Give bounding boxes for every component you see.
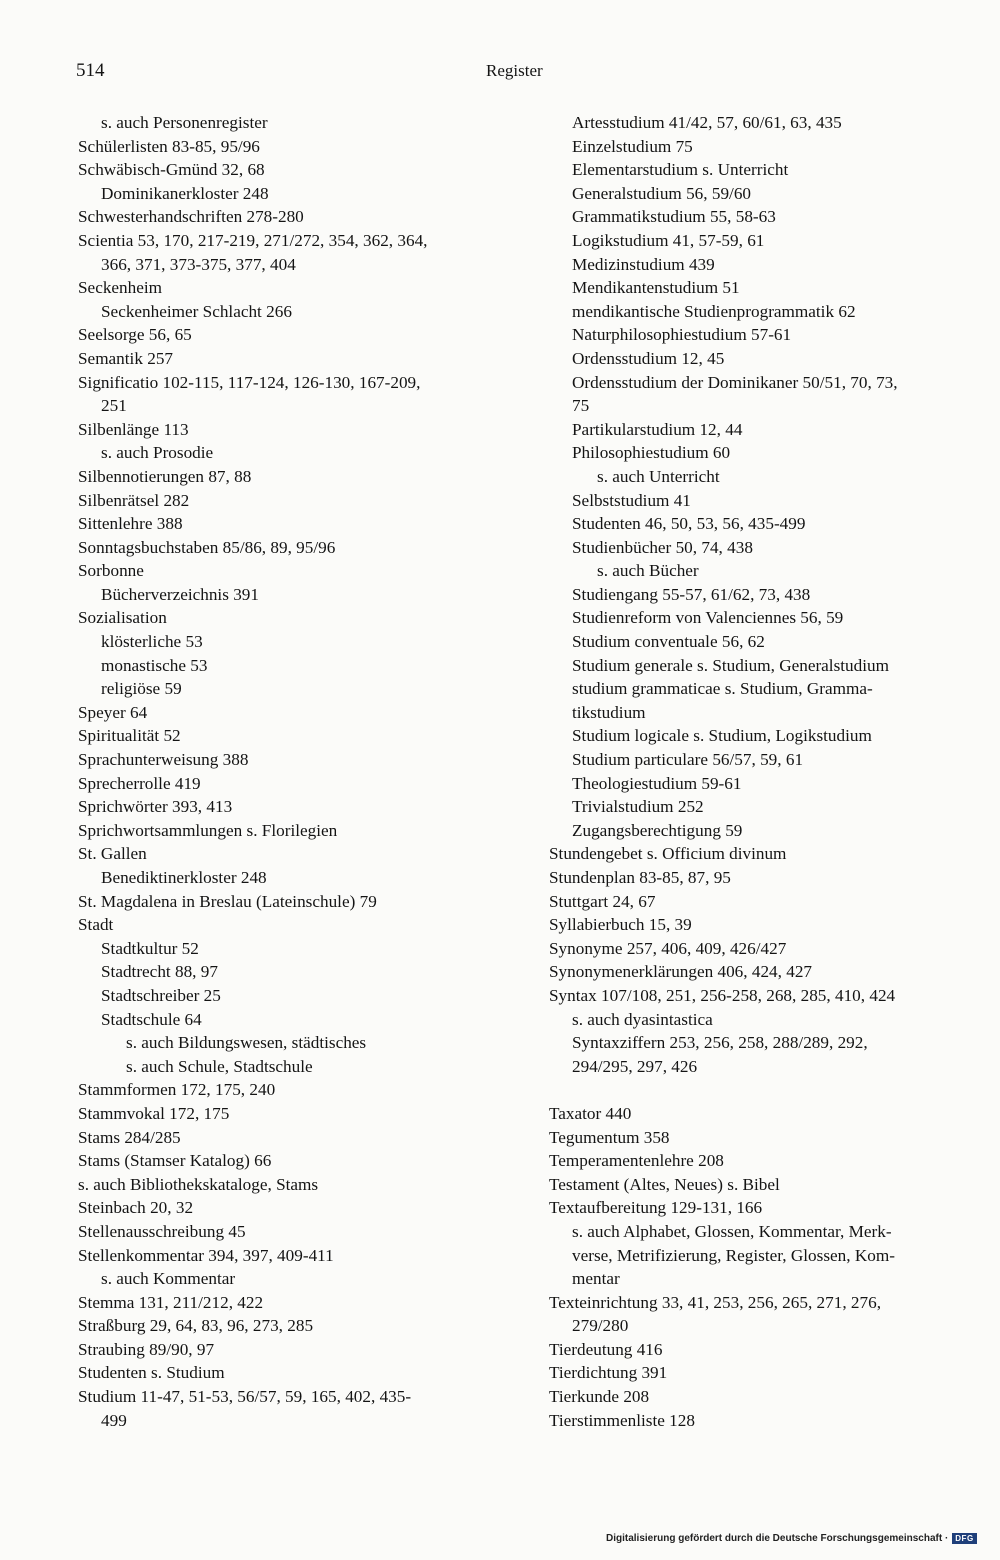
index-subentry: Studienbücher 50, 74, 438: [572, 537, 753, 557]
index-subentry: s. auch Schule, Stadtschule: [126, 1056, 313, 1076]
index-subentry: s. auch Prosodie: [101, 443, 214, 463]
index-subentry: 294/295, 297, 426: [572, 1056, 698, 1076]
index-subentry: Studenten 46, 50, 53, 56, 435-499: [572, 514, 806, 534]
index-entry: Synonyme 257, 406, 409, 426/427: [549, 938, 787, 958]
index-subentry: Bücherverzeichnis 391: [101, 584, 259, 604]
page-number: 514: [76, 60, 105, 81]
index-entry: Scientia 53, 170, 217-219, 271/272, 354, 362, 364,: [78, 230, 428, 250]
index-entry: Silbenlänge 113: [78, 419, 189, 439]
index-subentry: 251: [101, 396, 127, 416]
index-subentry: Studium conventuale 56, 62: [572, 632, 765, 652]
index-subentry: Partikularstudium 12, 44: [572, 419, 743, 439]
index-entry: Sittenlehre 388: [78, 514, 183, 534]
index-entry: Stundenplan 83-85, 87, 95: [549, 868, 731, 887]
index-subentry: Studienreform von Valenciennes 56, 59: [572, 608, 844, 628]
index-entry: Tierkunde 208: [549, 1387, 650, 1407]
index-entry: Taxator 440: [549, 1103, 632, 1123]
index-subentry: Logikstudium 41, 57-59, 61: [572, 230, 765, 250]
index-subentry: s. auch Kommentar: [101, 1269, 236, 1289]
index-entry: Testament (Altes, Neues) s. Bibel: [549, 1174, 780, 1194]
index-subentry: monastische 53: [101, 655, 208, 675]
index-subentry: Naturphilosophiestudium 57-61: [572, 325, 792, 345]
index-entry: Stellenausschreibung 45: [78, 1221, 246, 1241]
index-entry: Stadt: [78, 915, 114, 935]
index-entry: Significatio 102-115, 117-124, 126-130, 167-209,: [78, 372, 421, 392]
index-entry: Studium 11-47, 51-53, 56/57, 59, 165, 402, 435-: [78, 1387, 412, 1407]
index-subentry: Zugangsberechtigung 59: [572, 820, 743, 840]
index-subentry: 75: [572, 396, 590, 416]
index-entry: Tierstimmenliste 128: [549, 1410, 695, 1430]
index-entry: St. Gallen: [78, 844, 147, 864]
index-entry: Sprecherrolle 419: [78, 773, 201, 793]
index-entry: Steinbach 20, 32: [78, 1198, 194, 1218]
index-entry: Tierdeutung 416: [549, 1339, 663, 1359]
index-subentry: s. auch Bildungswesen, städtisches: [126, 1033, 367, 1053]
index-subentry: Mendikantenstudium 51: [572, 278, 740, 298]
index-subentry: s. auch Personenregister: [101, 113, 268, 132]
digitization-credit: [606, 1533, 977, 1544]
index-subentry: Theologiestudium 59-61: [572, 773, 742, 793]
index-subentry: mentar: [572, 1269, 620, 1289]
index-subentry: Stadtkultur 52: [101, 938, 199, 958]
index-subentry: Einzelstudium 75: [572, 136, 693, 156]
index-subentry: Benediktinerkloster 248: [101, 868, 267, 887]
index-subentry: studium grammaticae s. Studium, Gramma-: [572, 679, 873, 699]
index-subentry: 279/280: [572, 1316, 629, 1336]
index-entry: Stammformen 172, 175, 240: [78, 1080, 276, 1100]
index-subentry: religiöse 59: [101, 679, 182, 699]
running-head: Register: [486, 61, 543, 80]
index-entry: Sprichwortsammlungen s. Florilegien: [78, 820, 338, 840]
index-subentry: 499: [101, 1410, 127, 1430]
index-subentry: Ordensstudium 12, 45: [572, 348, 725, 368]
index-entry: Sozialisation: [78, 608, 167, 628]
index-entry: Sprichwörter 393, 413: [78, 797, 233, 817]
index-entry: Sonntagsbuchstaben 85/86, 89, 95/96: [78, 537, 336, 557]
index-entry: Stams (Stamser Katalog) 66: [78, 1151, 272, 1171]
index-subentry: Philosophiestudium 60: [572, 443, 731, 463]
index-entry: Tierdichtung 391: [549, 1363, 668, 1383]
section-gap: [549, 1078, 969, 1102]
index-subentry: 366, 371, 373-375, 377, 404: [101, 254, 296, 274]
dfg-logo: DFG: [952, 1533, 976, 1544]
index-entry: s. auch Bibliothekskataloge, Stams: [78, 1174, 319, 1194]
index-subentry: Studiengang 55-57, 61/62, 73, 438: [572, 584, 811, 604]
index-entry: Schülerlisten 83-85, 95/96: [78, 136, 260, 156]
index-entry: Stuttgart 24, 67: [549, 891, 656, 911]
index-entry: Temperamentenlehre 208: [549, 1151, 724, 1171]
index-entry: Stammvokal 172, 175: [78, 1103, 230, 1123]
index-subentry: Medizinstudium 439: [572, 254, 715, 274]
index-subentry: Studium particulare 56/57, 59, 61: [572, 750, 804, 770]
index-subentry: Ordensstudium der Dominikaner 50/51, 70, 73,: [572, 372, 898, 392]
index-subentry: mendikantische Studienprogrammatik 62: [572, 301, 856, 321]
index-subentry: verse, Metrifizierung, Register, Glossen, Kom-: [572, 1245, 895, 1265]
index-entry: Seckenheim: [78, 278, 162, 298]
index-entry: Stams 284/285: [78, 1127, 181, 1147]
index-subentry: Dominikanerkloster 248: [101, 183, 269, 203]
index-subentry: Trivialstudium 252: [572, 797, 704, 817]
index-subentry: Artesstudium 41/42, 57, 60/61, 63, 435: [572, 113, 842, 132]
index-subentry: Stadtrecht 88, 97: [101, 962, 218, 982]
index-subentry: Seckenheimer Schlacht 266: [101, 301, 292, 321]
index-column-left: [78, 111, 498, 1432]
index-subentry: Syntaxziffern 253, 256, 258, 288/289, 292,: [572, 1033, 868, 1053]
index-entry: Spiritualität 52: [78, 726, 181, 746]
index-subentry: klösterliche 53: [101, 632, 203, 652]
index-subentry: Stadtschreiber 25: [101, 985, 221, 1005]
index-entry: Silbennotierungen 87, 88: [78, 466, 252, 486]
index-subentry: Grammatikstudium 55, 58-63: [572, 207, 776, 227]
index-entry: Sprachunterweisung 388: [78, 750, 249, 770]
index-subentry: s. auch Unterricht: [597, 466, 720, 486]
index-entry: Studenten s. Studium: [78, 1363, 225, 1383]
index-entry: Stellenkommentar 394, 397, 409-411: [78, 1245, 334, 1265]
index-subentry: s. auch dyasintastica: [572, 1009, 713, 1029]
index-subentry: Elementarstudium s. Unterricht: [572, 160, 789, 180]
index-entry: Synonymenerklärungen 406, 424, 427: [549, 962, 813, 982]
index-entry: Semantik 257: [78, 348, 174, 368]
index-subentry: Selbststudium 41: [572, 490, 691, 510]
index-entry: Straubing 89/90, 97: [78, 1339, 215, 1359]
index-entry: Sorbonne: [78, 561, 144, 581]
index-subentry: Studium generale s. Studium, Generalstudium: [572, 655, 889, 675]
index-entry: Stemma 131, 211/212, 422: [78, 1292, 264, 1312]
index-subentry: s. auch Alphabet, Glossen, Kommentar, Merk-: [572, 1221, 892, 1241]
index-entry: Seelsorge 56, 65: [78, 325, 192, 345]
index-entry: Syntax 107/108, 251, 256-258, 268, 285, 410, 424: [549, 985, 896, 1005]
index-entry: Texteinrichtung 33, 41, 253, 256, 265, 271, 276,: [549, 1292, 882, 1312]
index-entry: St. Magdalena in Breslau (Lateinschule) 79: [78, 891, 377, 911]
index-entry: Schwesterhandschriften 278-280: [78, 207, 304, 227]
index-subentry: Studium logicale s. Studium, Logikstudium: [572, 726, 872, 746]
index-entry: Straßburg 29, 64, 83, 96, 273, 285: [78, 1316, 314, 1336]
index-entry: Schwäbisch-Gmünd 32, 68: [78, 160, 265, 180]
index-subentry: tikstudium: [572, 702, 646, 722]
index-subentry: s. auch Bücher: [597, 561, 699, 581]
index-subentry: Generalstudium 56, 59/60: [572, 183, 752, 203]
index-subentry: Stadtschule 64: [101, 1009, 202, 1029]
credit-text: Digitalisierung gefördert durch die Deutsche Forschungsgemeinschaft ·: [606, 1533, 949, 1544]
index-entry: Textaufbereitung 129-131, 166: [549, 1198, 763, 1218]
index-entry: Silbenrätsel 282: [78, 490, 190, 510]
index-entry: Syllabierbuch 15, 39: [549, 915, 692, 935]
index-entry: Stundengebet s. Officium divinum: [549, 844, 787, 864]
index-entry: Tegumentum 358: [549, 1127, 670, 1147]
index-column-right: [549, 111, 969, 1432]
index-entry: Speyer 64: [78, 702, 148, 722]
